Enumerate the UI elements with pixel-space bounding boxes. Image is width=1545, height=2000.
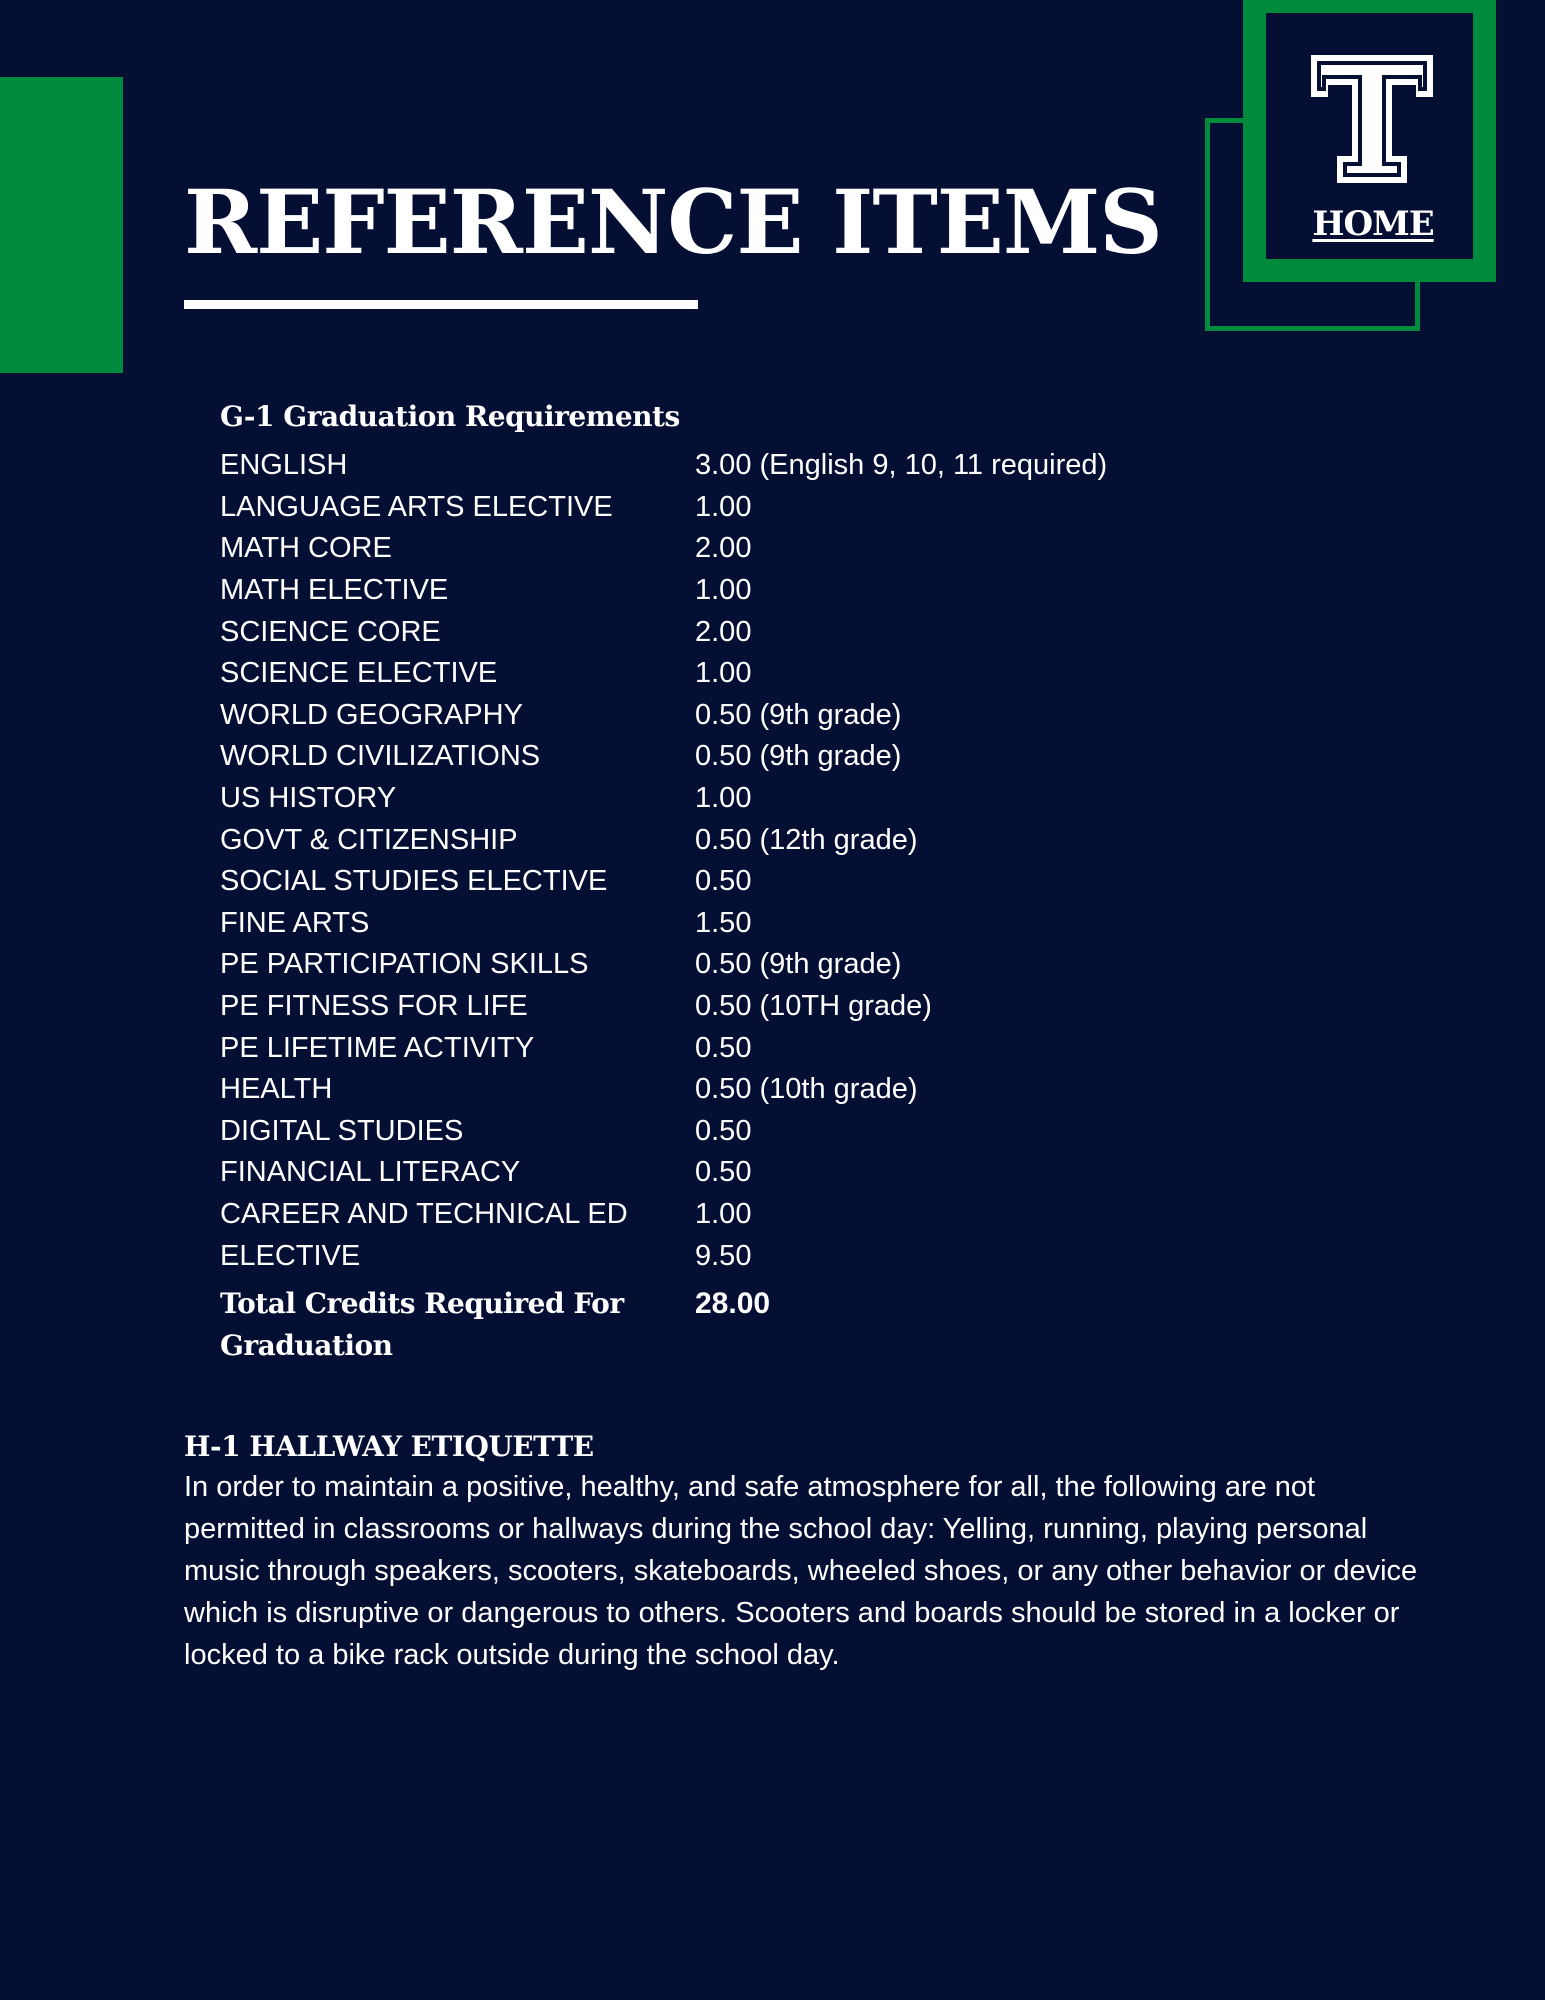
graduation-requirements-table [220, 445, 1220, 1277]
home-link[interactable]: HOME [1312, 204, 1434, 244]
requirement-credits: 2.00 [695, 532, 752, 565]
requirement-row [220, 861, 1220, 903]
requirement-credits: 1.00 [695, 490, 752, 523]
requirement-name: FINANCIAL LITERACY [220, 1156, 521, 1189]
requirement-row [220, 736, 1220, 778]
requirement-credits: 1.00 [695, 657, 752, 690]
requirement-name: WORLD CIVILIZATIONS [220, 740, 541, 773]
requirement-name: DIGITAL STUDIES [220, 1114, 464, 1147]
requirement-name: MATH ELECTIVE [220, 574, 449, 607]
requirement-credits: 1.00 [695, 574, 752, 607]
requirement-name: GOVT & CITIZENSHIP [220, 823, 518, 856]
requirement-credits: 0.50 [695, 865, 752, 898]
requirement-row [220, 1111, 1220, 1153]
hallway-etiquette-text: In order to maintain a positive, healthy, and safe atmosphere for all, the following are not permitted in classrooms or hallways during the school day: Yelling, running, playing personal music through speakers, scooters, skateboards, wheeled shoes, or any other behavior or device which is disruptive or dangerous to others. Scooters and boards should be stored in a locker or locked to a bike rack outside during the school day. [184, 1471, 1418, 1671]
total-credits-label [220, 1283, 695, 1367]
requirement-row [220, 778, 1220, 820]
requirement-row [220, 1194, 1220, 1236]
requirement-name: SCIENCE ELECTIVE [220, 657, 498, 690]
requirement-name: ELECTIVE [220, 1239, 361, 1272]
requirement-name: SOCIAL STUDIES ELECTIVE [220, 865, 608, 898]
requirement-credits: 2.00 [695, 615, 752, 648]
requirement-credits: 0.50 (10TH grade) [695, 990, 932, 1023]
requirement-credits: 9.50 [695, 1239, 752, 1272]
requirement-name: LANGUAGE ARTS ELECTIVE [220, 490, 613, 523]
left-accent-bar [0, 77, 123, 373]
requirement-row [220, 986, 1220, 1028]
requirement-row [220, 1152, 1220, 1194]
requirement-row [220, 1027, 1220, 1069]
total-credits-row [220, 1283, 770, 1367]
requirement-credits: 1.00 [695, 1197, 752, 1230]
requirement-row [220, 528, 1220, 570]
requirement-row [220, 1069, 1220, 1111]
total-credits-label-line2: Graduation [220, 1329, 393, 1362]
requirement-credits: 1.50 [695, 906, 752, 939]
graduation-requirements-heading: G-1 Graduation Requirements [220, 400, 680, 433]
requirement-name: WORLD GEOGRAPHY [220, 698, 523, 731]
block-letter-t-icon[interactable] [1308, 52, 1436, 186]
requirement-row [220, 819, 1220, 861]
requirement-credits: 1.00 [695, 782, 752, 815]
requirement-name: ENGLISH [220, 449, 348, 482]
total-credits-value: 28.00 [695, 1287, 771, 1320]
requirement-credits: 0.50 (10th grade) [695, 1073, 918, 1106]
hallway-etiquette-heading: H-1 HALLWAY ETIQUETTE [184, 1430, 594, 1463]
requirement-credits: 0.50 [695, 1114, 752, 1147]
requirement-credits: 0.50 (9th grade) [695, 740, 902, 773]
requirement-credits: 0.50 [695, 1156, 752, 1189]
requirement-credits: 3.00 (English 9, 10, 11 required) [695, 449, 1108, 482]
requirement-name: PE FITNESS FOR LIFE [220, 990, 528, 1023]
requirement-name: FINE ARTS [220, 906, 370, 939]
requirement-credits: 0.50 (9th grade) [695, 698, 902, 731]
requirement-row [220, 944, 1220, 986]
requirement-name: PE PARTICIPATION SKILLS [220, 948, 589, 981]
requirement-row [220, 611, 1220, 653]
requirement-name: US HISTORY [220, 782, 397, 815]
requirement-row [220, 445, 1220, 487]
requirement-credits: 0.50 [695, 1031, 752, 1064]
requirement-name: SCIENCE CORE [220, 615, 441, 648]
requirement-name: MATH CORE [220, 532, 392, 565]
page-title: REFERENCE ITEMS [184, 170, 1162, 274]
requirement-row [220, 903, 1220, 945]
title-underline [184, 300, 698, 309]
requirement-row [220, 1235, 1220, 1277]
total-credits-label-line1: Total Credits Required For [220, 1287, 624, 1320]
requirement-name: PE LIFETIME ACTIVITY [220, 1031, 535, 1064]
requirement-name: HEALTH [220, 1073, 333, 1106]
requirement-row [220, 653, 1220, 695]
requirement-credits: 0.50 (9th grade) [695, 948, 902, 981]
requirement-row [220, 570, 1220, 612]
requirement-row [220, 487, 1220, 529]
requirement-name: CAREER AND TECHNICAL ED [220, 1197, 628, 1230]
requirement-row [220, 695, 1220, 737]
requirement-credits: 0.50 (12th grade) [695, 823, 918, 856]
